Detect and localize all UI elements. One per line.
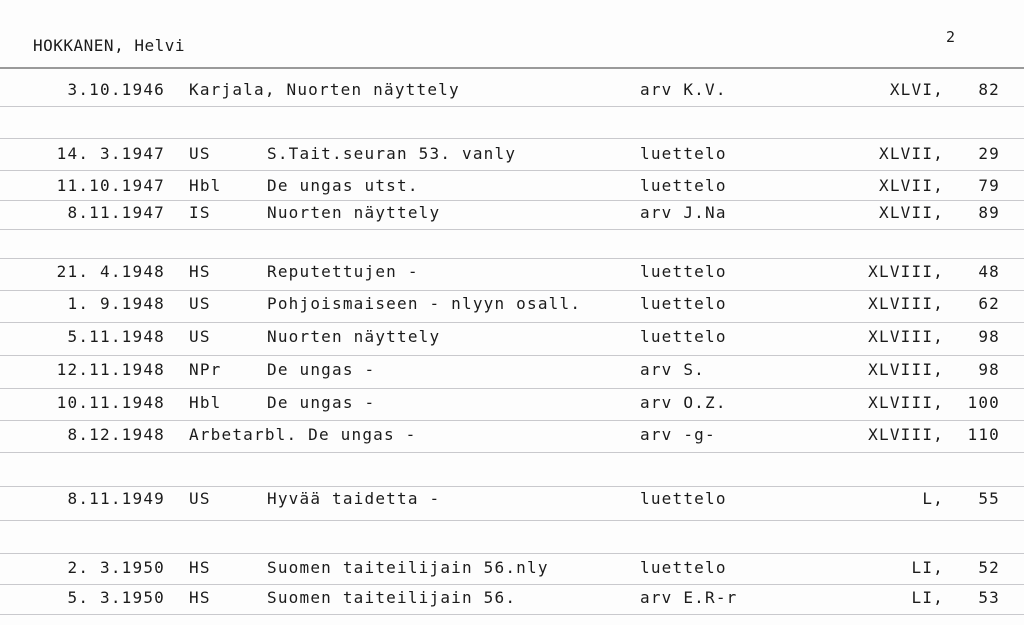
ruled-line <box>0 584 1024 585</box>
entry-volume: XLVIII, <box>868 425 944 444</box>
entry-exhibition: Reputettujen - <box>267 262 419 281</box>
entry-page: 79 <box>978 176 1000 195</box>
entry-row <box>0 80 1024 104</box>
entry-type: luettelo <box>640 144 727 163</box>
entry-date: 21. 4.1948 <box>56 262 165 281</box>
entry-exhibition: S.Tait.seuran 53. vanly <box>267 144 517 163</box>
artist-name: HOKKANEN, Helvi <box>33 36 185 55</box>
entry-row <box>0 294 1024 318</box>
entry-volume: XLVIII, <box>868 262 944 281</box>
entry-date: 3.10.1946 <box>67 80 165 99</box>
entry-type: luettelo <box>640 489 727 508</box>
entry-date: 8.11.1947 <box>67 203 165 222</box>
entry-row <box>0 327 1024 351</box>
entry-source: HS <box>189 588 211 607</box>
entry-exhibition: Suomen taiteilijain 56.nly <box>267 558 549 577</box>
entry-source: US <box>189 327 211 346</box>
entry-type: arv -g- <box>640 425 716 444</box>
ruled-line <box>0 452 1024 453</box>
entry-date: 14. 3.1947 <box>56 144 165 163</box>
entry-source: NPr <box>189 360 222 379</box>
ruled-line <box>0 355 1024 356</box>
entry-source: US <box>189 489 211 508</box>
entry-source: Hbl <box>189 393 222 412</box>
entry-page: 110 <box>967 425 1000 444</box>
entry-date: 11.10.1947 <box>56 176 165 195</box>
entry-type: luettelo <box>640 176 727 195</box>
entry-type: arv E.R-r <box>640 588 738 607</box>
entry-page: 48 <box>978 262 1000 281</box>
ruled-line <box>0 138 1024 139</box>
entry-exhibition: Pohjoismaiseen - nlyyn osall. <box>267 294 582 313</box>
entry-date: 8.12.1948 <box>67 425 165 444</box>
entry-page: 89 <box>978 203 1000 222</box>
entry-type: luettelo <box>640 327 727 346</box>
entry-type: arv K.V. <box>640 80 727 99</box>
entry-source: IS <box>189 203 211 222</box>
entry-date: 5.11.1948 <box>67 327 165 346</box>
entry-volume: XLVI, <box>889 80 944 99</box>
entry-page: 82 <box>978 80 1000 99</box>
ruled-line <box>0 229 1024 230</box>
entry-row <box>0 176 1024 200</box>
entry-source: Hbl <box>189 176 222 195</box>
entry-row <box>0 360 1024 384</box>
entry-volume: LI, <box>911 588 944 607</box>
entry-source: HS <box>189 262 211 281</box>
entry-page: 100 <box>967 393 1000 412</box>
ruled-line <box>0 290 1024 291</box>
ruled-line <box>0 486 1024 487</box>
entry-exhibition: Suomen taiteilijain 56. <box>267 588 517 607</box>
entry-type: arv O.Z. <box>640 393 727 412</box>
entry-type: luettelo <box>640 558 727 577</box>
entry-volume: XLVIII, <box>868 393 944 412</box>
entry-row <box>0 558 1024 582</box>
entry-row <box>0 588 1024 612</box>
entry-date: 12.11.1948 <box>56 360 165 379</box>
entry-page: 53 <box>978 588 1000 607</box>
ruled-line <box>0 200 1024 201</box>
entry-page: 29 <box>978 144 1000 163</box>
entry-volume: LI, <box>911 558 944 577</box>
entry-row <box>0 425 1024 449</box>
entry-date: 1. 9.1948 <box>67 294 165 313</box>
entry-row <box>0 144 1024 168</box>
entry-type: luettelo <box>640 294 727 313</box>
entry-source: Arbetarbl. De ungas - <box>189 425 417 444</box>
entry-volume: XLVII, <box>879 203 944 222</box>
entry-type: arv J.Na <box>640 203 727 222</box>
entry-exhibition: Hyvää taidetta - <box>267 489 441 508</box>
ruled-line <box>0 420 1024 421</box>
ruled-line <box>0 553 1024 554</box>
entry-volume: L, <box>922 489 944 508</box>
entry-date: 5. 3.1950 <box>67 588 165 607</box>
entry-page: 98 <box>978 360 1000 379</box>
ruled-line <box>0 106 1024 107</box>
entry-exhibition: De ungas - <box>267 360 376 379</box>
header-rule <box>0 67 1024 69</box>
page-number: 2 <box>946 28 956 46</box>
ruled-line <box>0 170 1024 171</box>
entry-page: 55 <box>978 489 1000 508</box>
entry-volume: XLVIII, <box>868 327 944 346</box>
ruled-line <box>0 388 1024 389</box>
entry-volume: XLVIII, <box>868 360 944 379</box>
entry-date: 10.11.1948 <box>56 393 165 412</box>
entry-volume: XLVII, <box>879 176 944 195</box>
ruled-line <box>0 614 1024 615</box>
entry-row <box>0 489 1024 513</box>
entry-exhibition: De ungas utst. <box>267 176 419 195</box>
entry-exhibition: Nuorten näyttely <box>267 203 441 222</box>
entry-page: 98 <box>978 327 1000 346</box>
ruled-line <box>0 258 1024 259</box>
entry-row <box>0 203 1024 227</box>
entry-page: 52 <box>978 558 1000 577</box>
entry-source: US <box>189 144 211 163</box>
entry-exhibition: De ungas - <box>267 393 376 412</box>
entry-source: Karjala, Nuorten näyttely <box>189 80 460 99</box>
entry-source: HS <box>189 558 211 577</box>
entry-row <box>0 262 1024 286</box>
entry-volume: XLVII, <box>879 144 944 163</box>
entry-source: US <box>189 294 211 313</box>
ruled-line <box>0 520 1024 521</box>
entry-volume: XLVIII, <box>868 294 944 313</box>
entry-exhibition: Nuorten näyttely <box>267 327 441 346</box>
ruled-line <box>0 322 1024 323</box>
entry-date: 2. 3.1950 <box>67 558 165 577</box>
entry-type: luettelo <box>640 262 727 281</box>
entry-date: 8.11.1949 <box>67 489 165 508</box>
entry-type: arv S. <box>640 360 705 379</box>
entry-page: 62 <box>978 294 1000 313</box>
entry-row <box>0 393 1024 417</box>
